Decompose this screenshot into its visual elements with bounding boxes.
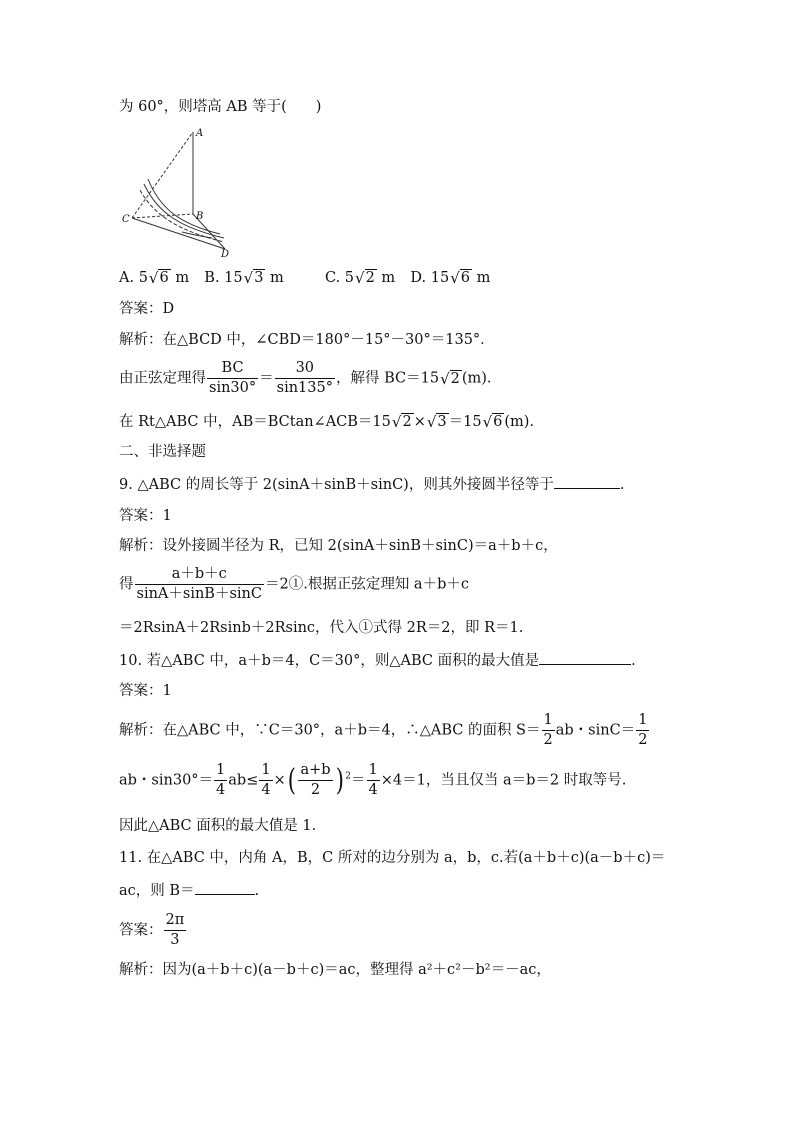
q11-stem-1: 11. 在△ABC 中，内角 A，B，C 所对的边分别为 a，b，c.若(a＋b＋c)(a－b＋c)＝ [119, 850, 666, 866]
fraction-quarter-2: $\frac{1}{4}$ [261, 762, 271, 798]
line-ac [132, 132, 193, 218]
label-c: C [122, 214, 130, 225]
fraction-2pi-over-3: $\frac{2\pi}{3}$ [165, 912, 185, 948]
answer-blank [539, 650, 631, 665]
label-b: B [196, 211, 204, 222]
q10-analysis-3: 因此△ABC 面积的最大值是 1. [119, 818, 317, 834]
q8-answer: 答案：D [119, 301, 175, 317]
q8-analysis-1: 解析：在△BCD 中，∠CBD＝180°－15°－30°＝135°． [119, 332, 495, 348]
q8-analysis-2: 由正弦定理得 $\frac{BC}{\sin 30^\circ}$ ＝ $\frac{30}{\sin 135^\circ}$ ，解得 BC＝15√2 (m)． [119, 360, 502, 396]
fraction-quarter-3: $\frac{1}{4}$ [368, 762, 378, 798]
q8-analysis-3: 在 Rt△ABC 中，AB＝BCtan∠ACB＝15√2 ×√3 ＝15√6 (m)． [119, 413, 544, 431]
label-a: A [196, 128, 204, 139]
fraction-30-sin135: $\frac{30}{\sin 135^\circ}$ [276, 360, 333, 396]
label-d: D [221, 249, 230, 259]
river-hatch [182, 232, 212, 238]
q10-analysis-2: ab・sin30°＝ $\frac{1}{4}$ ab≤ $\frac{1}{4}$ ×( $\frac{a+b}{2}$ ) $^2$＝ $\frac{1}{4}$ ×4＝1，当且仅当 a＝b＝2 时取等号. [119, 762, 627, 798]
line-cb [132, 214, 193, 218]
q10-stem: 10. 若△ABC 中，a＋b＝4，C＝30°，则△ABC 面积的最大值是 . [119, 650, 636, 671]
q11-analysis: 解析：因为(a＋b＋c)(a－b＋c)＝ac，整理得 a²＋c²－b²＝－ac， [119, 962, 551, 978]
q9-analysis-3: ＝2RsinA＋2Rsinb＋2Rsinc，代入①式得 2R＝2，即 R＝1. [119, 620, 524, 636]
tower-figure [120, 124, 240, 259]
q9-answer: 答案：1 [119, 508, 172, 524]
q10-answer: 答案：1 [119, 683, 172, 699]
fraction-quarter: $\frac{1}{4}$ [216, 762, 226, 798]
fraction-perimeter: $\frac{a+b+c}{\sin A+\sin B+\sin C}$ [136, 566, 262, 602]
q11-stem-2: ac，则 B＝ . [119, 880, 259, 901]
q9-stem: 9. △ABC 的周长等于 2(sinA＋sinB＋sinC)，则其外接圆半径等于 . [119, 474, 624, 495]
answer-blank [554, 474, 620, 489]
section-heading: 二、非选择题 [119, 444, 206, 460]
q11-answer: 答案： $\frac{2\pi}{3}$ [119, 912, 185, 948]
fraction-half: $\frac{1}{2}$ [543, 712, 553, 748]
q9-analysis-1: 解析：设外接圆半径为 R，已知 2(sinA＋sinB＋sinC)＝a＋b＋c， [119, 538, 558, 554]
fraction-bc-sin30: $\frac{BC}{\sin 30^\circ}$ [209, 360, 257, 396]
option-c: C. 5√2 m [325, 269, 396, 287]
q10-analysis-1: 解析：在△ABC 中，∵C＝30°，a＋b＝4，∴△ABC 的面积 S＝ $\frac{1}{2}$ ab・sinC＝ $\frac{1}{2}$ [119, 712, 648, 748]
option-d: D. 15√6 m [410, 269, 491, 287]
option-a: A. 5√6 m [119, 269, 190, 287]
fraction-a-plus-b-over-2: $\frac{a+b}{2}$ [300, 762, 331, 798]
q8-stem-tail: 为 60°，则塔高 AB 等于( ) [119, 99, 322, 115]
option-b: B. 15√3 m [204, 269, 284, 287]
fraction-half-2: $\frac{1}{2}$ [638, 712, 648, 748]
q8-options [119, 268, 490, 288]
q9-analysis-2: 得 $\frac{a+b+c}{\sin A+\sin B+\sin C}$ ＝2①.根据正弦定理知 a＋b＋c [119, 566, 469, 602]
answer-blank [195, 880, 255, 895]
